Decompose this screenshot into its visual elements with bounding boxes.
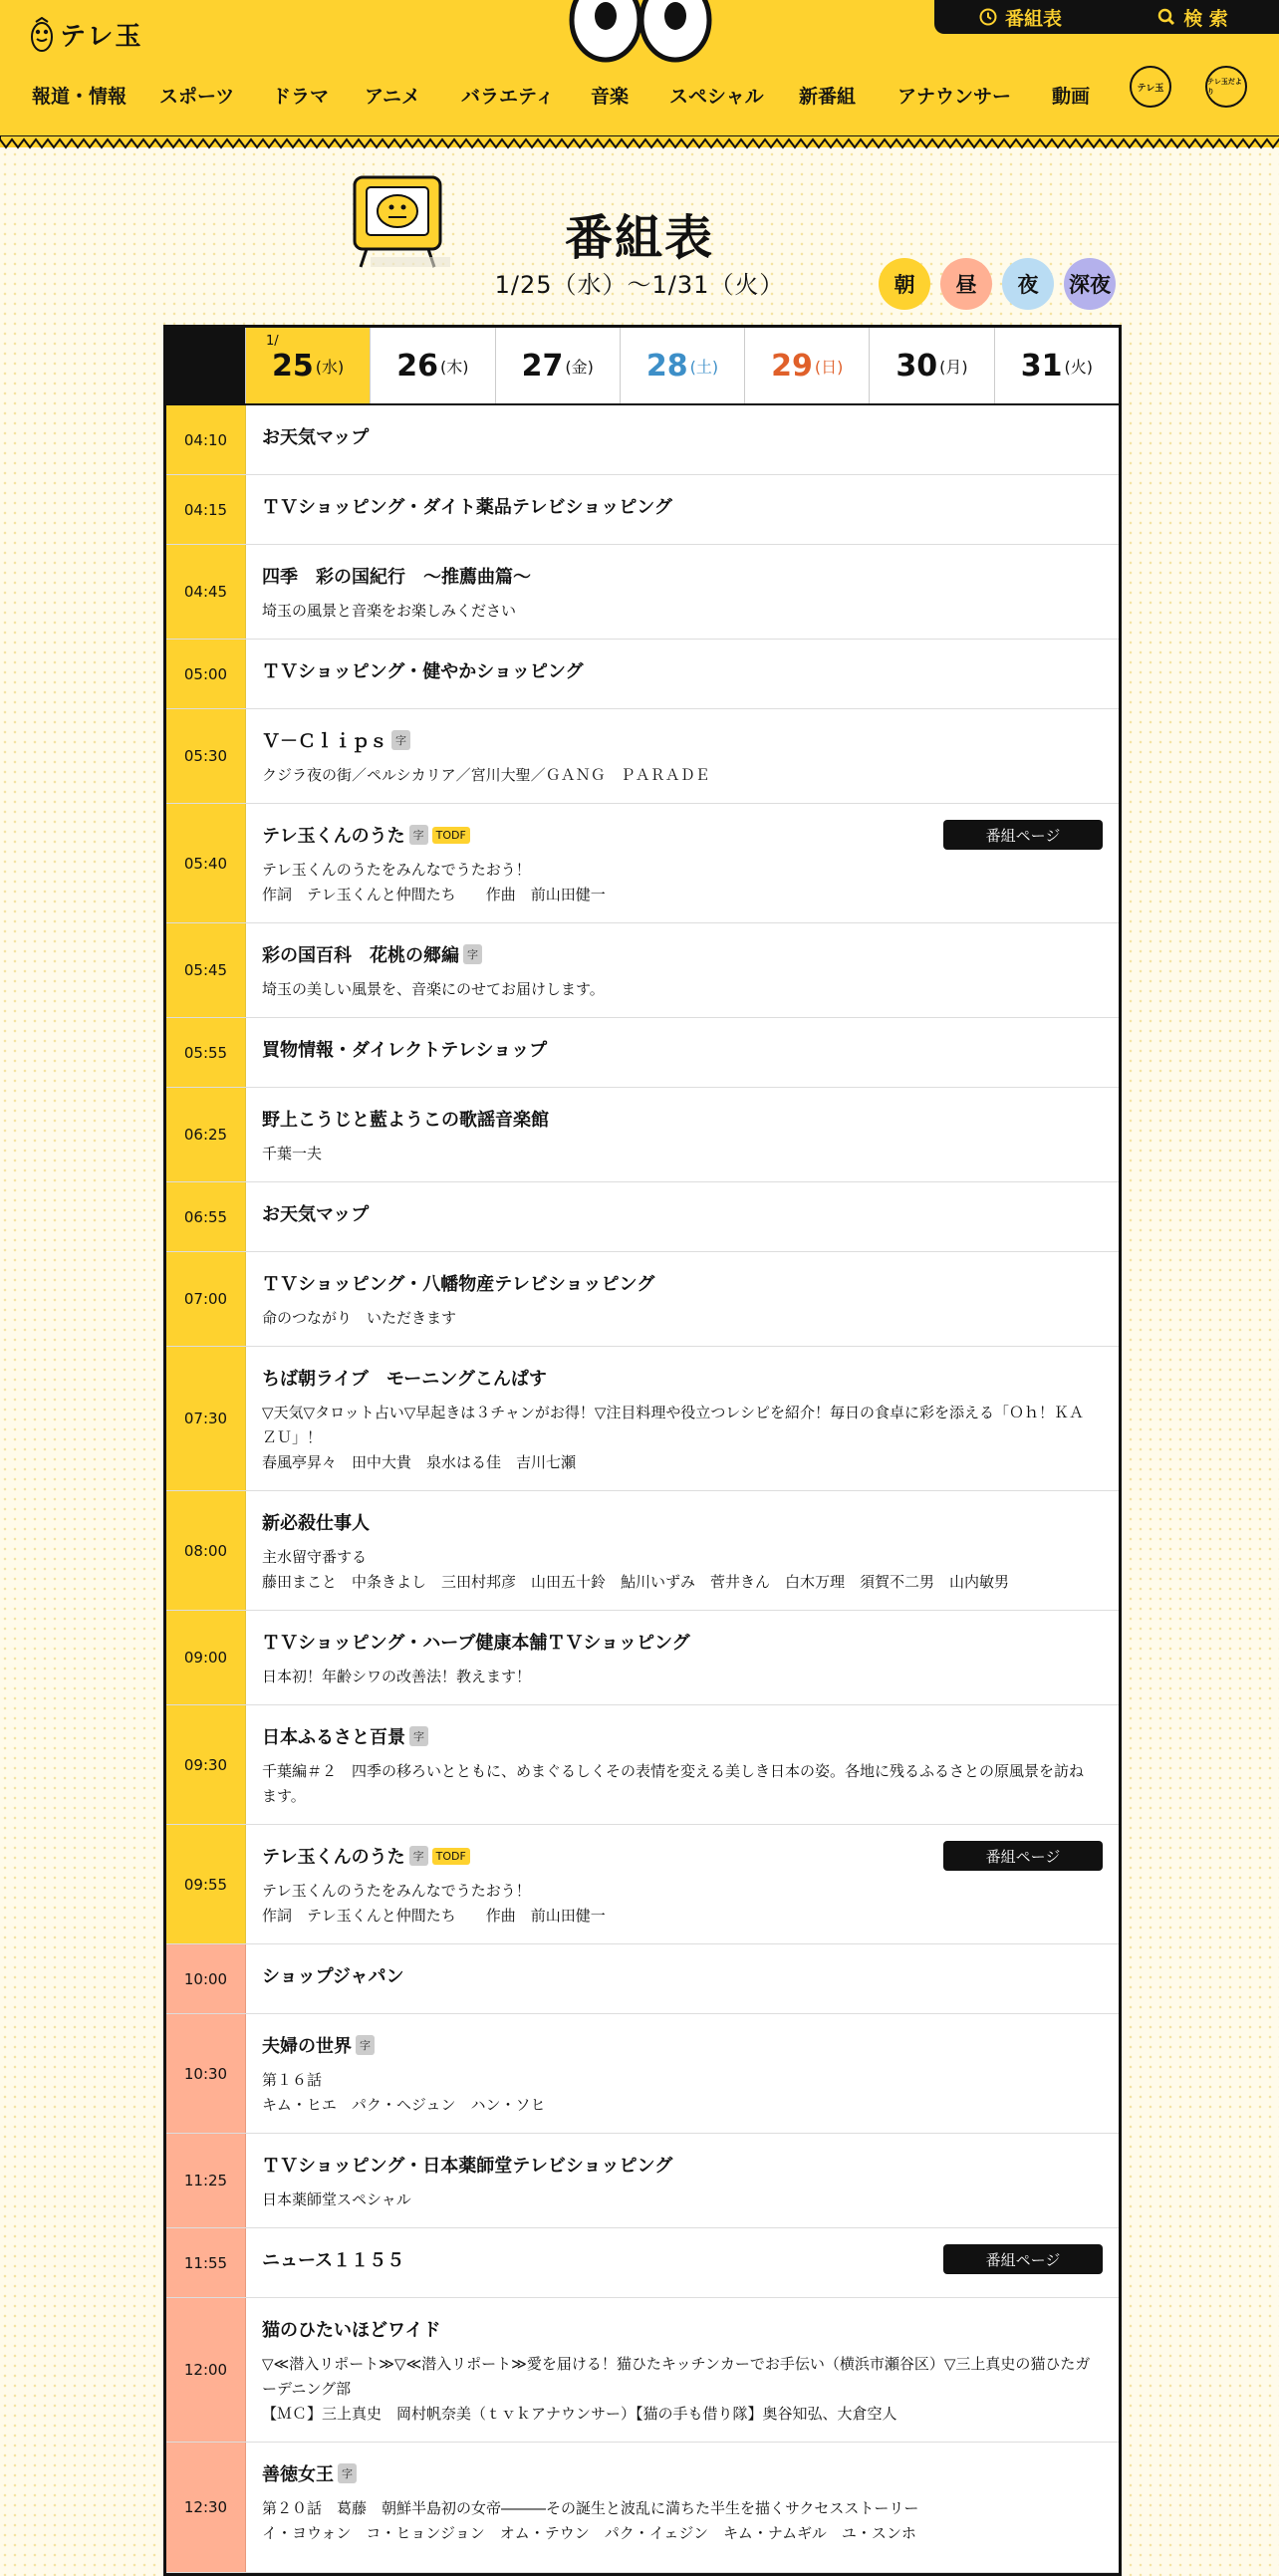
program-time: 09:30 bbox=[166, 1705, 246, 1824]
program-time: 11:25 bbox=[166, 2134, 246, 2227]
description-line: 藤田まこと 中条きよし 三田村邦彦 山田五十鈴 鮎川いずみ 菅井きん 白木万理 須賀不二男 山内敏男 bbox=[262, 1573, 1010, 1591]
site-header bbox=[0, 0, 1279, 147]
program-title-text: ちば朝ライブ モーニングこんぱす bbox=[262, 1369, 547, 1390]
main-nav bbox=[0, 76, 1279, 116]
program-time: 05:45 bbox=[166, 923, 246, 1017]
program-time: 04:10 bbox=[166, 405, 246, 474]
search-link[interactable] bbox=[1107, 4, 1279, 31]
description-line: 主水留守番する bbox=[262, 1548, 368, 1566]
program-time: 05:55 bbox=[166, 1018, 246, 1087]
description-line: 第１６話 bbox=[262, 2071, 323, 2089]
program-row bbox=[166, 2228, 1119, 2298]
program-description: 命のつながり いただきます bbox=[262, 1309, 457, 1327]
program-title[interactable] bbox=[262, 2152, 1101, 2178]
program-page-button[interactable]: 番組ページ bbox=[943, 820, 1103, 850]
program-row bbox=[166, 1088, 1119, 1182]
logo-text: テレ玉 bbox=[60, 22, 143, 52]
program-time: 06:55 bbox=[166, 1182, 246, 1251]
program-title[interactable] bbox=[262, 727, 1101, 753]
nav-new-programs[interactable]: 新番組 bbox=[799, 86, 857, 108]
program-page-button[interactable]: 番組ページ bbox=[943, 2244, 1103, 2274]
program-row bbox=[166, 1018, 1119, 1088]
schedule-link-label: 番組表 bbox=[1004, 7, 1062, 30]
program-title-text: 善徳女王 bbox=[262, 2464, 334, 2485]
program-time: 04:15 bbox=[166, 475, 246, 544]
day-weekday: (日) bbox=[814, 357, 844, 377]
program-row bbox=[166, 1944, 1119, 2014]
day-tab-30[interactable] bbox=[869, 328, 993, 403]
program-title-text: 猫のひたいほどワイド bbox=[262, 2320, 441, 2341]
day-weekday: (月) bbox=[939, 357, 968, 377]
description-line: 春風亭昇々 田中大貴 泉水はる佳 吉川七瀬 bbox=[262, 1453, 577, 1471]
program-description: 千葉一夫 bbox=[262, 1145, 323, 1162]
program-title-text: ＴＶショッピング・日本薬師堂テレビショッピング bbox=[262, 2156, 673, 2177]
period-noon-button[interactable]: 昼 bbox=[940, 258, 992, 310]
program-row bbox=[166, 640, 1119, 709]
period-morning-button[interactable]: 朝 bbox=[879, 258, 930, 310]
program-title[interactable] bbox=[262, 1629, 1101, 1655]
description-line: ▽≪潜入リポート≫▽≪潜入リポート≫愛を届ける！猫ひたキッチンカーでお手伝い（横浜市瀬谷区）▽三上真史の猫ひたガーデニング部 bbox=[262, 2355, 1091, 2398]
nav-sports[interactable]: スポーツ bbox=[159, 86, 235, 108]
day-number: 31 bbox=[1020, 348, 1063, 384]
site-logo[interactable] bbox=[30, 16, 142, 53]
program-description bbox=[262, 2496, 1101, 2546]
search-icon bbox=[1157, 8, 1175, 26]
program-time: 12:00 bbox=[166, 2298, 246, 2442]
program-row bbox=[166, 1705, 1119, 1825]
program-row bbox=[166, 804, 1119, 923]
program-title-text: お天気マップ bbox=[262, 427, 370, 448]
nav-announcers[interactable]: アナウンサー bbox=[897, 86, 1012, 108]
day-number: 26 bbox=[396, 348, 439, 384]
program-title-text: ＴＶショッピング・健やかショッピング bbox=[262, 661, 584, 682]
program-time: 06:25 bbox=[166, 1088, 246, 1181]
day-number: 27 bbox=[521, 348, 564, 384]
program-time: 05:30 bbox=[166, 709, 246, 803]
day-tab-31[interactable] bbox=[994, 328, 1119, 403]
program-description bbox=[262, 2068, 1101, 2118]
program-row bbox=[166, 1182, 1119, 1252]
day-weekday: (木) bbox=[440, 357, 469, 377]
program-time: 04:45 bbox=[166, 545, 246, 639]
day-weekday: (土) bbox=[689, 357, 719, 377]
program-row bbox=[166, 923, 1119, 1018]
program-title[interactable] bbox=[262, 1200, 1101, 1226]
program-time: 07:00 bbox=[166, 1252, 246, 1346]
nav-drama[interactable]: ドラマ bbox=[272, 86, 330, 108]
top-actions-bar bbox=[934, 0, 1279, 34]
tetama-badge[interactable] bbox=[1130, 66, 1171, 108]
program-description: 日本薬師堂スペシャル bbox=[262, 2190, 411, 2208]
program-title[interactable] bbox=[262, 1365, 1101, 1391]
program-row bbox=[166, 1491, 1119, 1611]
subtitle-badge: 字 bbox=[409, 1846, 428, 1866]
subtitle-badge: 字 bbox=[391, 730, 410, 750]
program-title[interactable] bbox=[262, 2460, 1101, 2486]
day-number: 30 bbox=[895, 348, 938, 384]
day-tab-26[interactable] bbox=[370, 328, 494, 403]
nav-special[interactable]: スペシャル bbox=[669, 86, 764, 108]
description-line: イ・ヨウォン コ・ヒョンジョン オム・テウン パク・イェジン キム・ナムギル ユ・スンホ bbox=[262, 2524, 916, 2542]
schedule-link[interactable] bbox=[934, 4, 1107, 31]
day-tab-28[interactable] bbox=[620, 328, 744, 403]
period-latenight-button[interactable]: 深夜 bbox=[1064, 258, 1116, 310]
program-description bbox=[262, 1879, 1101, 1929]
program-time: 09:00 bbox=[166, 1611, 246, 1704]
description-line: 作詞 テレ玉くんと仲間たち 作曲 前山田健一 bbox=[262, 886, 606, 903]
program-title-text: 買物情報・ダイレクトテレショップ bbox=[262, 1040, 548, 1061]
mascot-eyes-icon bbox=[566, 0, 715, 66]
clock-icon bbox=[979, 8, 997, 26]
program-description bbox=[262, 1401, 1101, 1475]
program-title-text: ＴＶショッピング・ハーブ健康本舗ＴＶショッピング bbox=[262, 1633, 690, 1654]
program-row bbox=[166, 545, 1119, 640]
subtitle-badge: 字 bbox=[409, 825, 428, 845]
description-line: 作詞 テレ玉くんと仲間たち 作曲 前山田健一 bbox=[262, 1907, 606, 1925]
program-time: 09:55 bbox=[166, 1825, 246, 1943]
program-row bbox=[166, 475, 1119, 545]
description-line: ▽天気▽タロット占い▽早起きは３チャンがお得！▽注目料理や役立つレシピを紹介！毎日の食卓に彩を添える「Ｏｈ！ＫＡＺＵ」！ bbox=[262, 1404, 1085, 1446]
program-title-text: テレ玉くんのうた bbox=[262, 1847, 405, 1868]
program-title[interactable] bbox=[262, 1962, 1101, 1988]
program-title[interactable] bbox=[262, 1036, 1101, 1062]
nav-anime[interactable]: アニメ bbox=[365, 86, 421, 108]
description-line: 第２０話 葛藤 朝鮮半島初の女帝―――その誕生と波乱に満ちた半生を描くサクセスストーリー bbox=[262, 2499, 919, 2517]
date-range: 1/25（水）〜1/31（火） bbox=[494, 271, 785, 299]
program-time: 10:00 bbox=[166, 1944, 246, 2013]
program-time: 05:00 bbox=[166, 640, 246, 708]
program-title-text: ニュース１１５５ bbox=[262, 2250, 405, 2271]
day-month: 1/ bbox=[266, 334, 279, 349]
program-title-text: 四季 彩の国紀行 ～推薦曲篇～ bbox=[262, 567, 531, 588]
day-tabs bbox=[166, 328, 1119, 405]
todf-badge: TODF bbox=[432, 827, 470, 844]
program-row bbox=[166, 1825, 1119, 1944]
program-title[interactable] bbox=[262, 2316, 1101, 2342]
nav-variety[interactable]: バラエティ bbox=[461, 86, 555, 108]
description-line: テレ玉くんのうたをみんなでうたおう！ bbox=[262, 861, 531, 879]
program-row bbox=[166, 709, 1119, 804]
program-time: 11:55 bbox=[166, 2228, 246, 2297]
program-row bbox=[166, 1347, 1119, 1491]
nav-news[interactable]: 報道・情報 bbox=[32, 86, 128, 108]
program-description: 埼玉の風景と音楽をお楽しみください bbox=[262, 602, 517, 620]
program-row bbox=[166, 2134, 1119, 2228]
program-title-text: テレ玉くんのうた bbox=[262, 826, 405, 847]
program-description: 日本初！年齢シワの改善法！教えます！ bbox=[262, 1668, 532, 1685]
day-number: 25 bbox=[272, 348, 314, 384]
program-title[interactable] bbox=[262, 493, 1101, 519]
program-title[interactable] bbox=[262, 1509, 1101, 1535]
schedule-table bbox=[163, 325, 1122, 2576]
tetama-badge-label: テレ玉 bbox=[1137, 83, 1164, 94]
day-weekday: (水) bbox=[315, 357, 345, 377]
nav-music[interactable]: 音楽 bbox=[591, 86, 630, 108]
program-title[interactable] bbox=[262, 1723, 1101, 1749]
program-description bbox=[262, 1545, 1101, 1595]
program-title-text: 日本ふるさと百景 bbox=[262, 1727, 405, 1748]
program-page-button[interactable]: 番組ページ bbox=[943, 1841, 1103, 1871]
program-title-text: 彩の国百科 花桃の郷編 bbox=[262, 945, 459, 966]
period-buttons bbox=[879, 258, 1116, 310]
tetama-mascot-icon bbox=[30, 17, 54, 53]
description-line: キム・ヒエ パク・ヘジュン ハン・ソヒ bbox=[262, 2096, 546, 2114]
program-title[interactable] bbox=[262, 1270, 1101, 1296]
program-title[interactable] bbox=[262, 423, 1101, 449]
program-title-text: 夫婦の世界 bbox=[262, 2036, 352, 2057]
program-title[interactable] bbox=[262, 941, 1101, 967]
subtitle-badge: 字 bbox=[409, 1726, 428, 1746]
subtitle-badge: 字 bbox=[338, 2463, 357, 2483]
nav-videos[interactable]: 動画 bbox=[1052, 86, 1091, 108]
program-title-text: ＴＶショッピング・八幡物産テレビショッピング bbox=[262, 1274, 655, 1295]
program-description bbox=[262, 2352, 1101, 2427]
program-description: 埼玉の美しい風景を、音楽にのせてお届けします。 bbox=[262, 980, 605, 998]
day-weekday: (火) bbox=[1064, 357, 1093, 377]
program-row bbox=[166, 1611, 1119, 1705]
description-line: テレ玉くんのうたをみんなでうたおう！ bbox=[262, 1882, 531, 1900]
day-tab-29[interactable] bbox=[744, 328, 869, 403]
program-time: 12:30 bbox=[166, 2443, 246, 2572]
program-row bbox=[166, 2443, 1119, 2573]
program-title-text: お天気マップ bbox=[262, 1204, 370, 1225]
tetama-dayori-badge-label: テレ玉だより bbox=[1207, 78, 1242, 96]
day-tab-25[interactable] bbox=[245, 328, 370, 403]
program-title[interactable] bbox=[262, 657, 1101, 683]
program-row bbox=[166, 1252, 1119, 1347]
period-night-button[interactable]: 夜 bbox=[1002, 258, 1054, 310]
day-weekday: (金) bbox=[565, 357, 594, 377]
corner-cell bbox=[166, 328, 245, 403]
header-zigzag-edge bbox=[0, 135, 1279, 151]
program-row bbox=[166, 405, 1119, 475]
todf-badge: TODF bbox=[432, 1848, 470, 1865]
subtitle-badge: 字 bbox=[463, 944, 482, 964]
subtitle-badge: 字 bbox=[356, 2035, 375, 2055]
program-title-text: ＴＶショッピング・ダイト薬品テレビショッピング bbox=[262, 497, 672, 518]
tetama-dayori-badge[interactable] bbox=[1205, 66, 1247, 108]
program-title[interactable] bbox=[262, 2032, 1101, 2058]
program-title-text: 野上こうじと藍ようこの歌謡音楽館 bbox=[262, 1110, 549, 1131]
program-time: 08:00 bbox=[166, 1491, 246, 1610]
day-tab-27[interactable] bbox=[495, 328, 620, 403]
program-title-text: ショップジャパン bbox=[262, 1966, 404, 1987]
program-description: 千葉編＃２ 四季の移ろいとともに、めまぐるしくその表情を変える美しき日本の姿。各地に残るふるさとの原風景を訪ねます。 bbox=[262, 1762, 1085, 1805]
program-row bbox=[166, 2298, 1119, 2443]
program-description bbox=[262, 858, 1101, 907]
program-row bbox=[166, 2014, 1119, 2134]
program-time: 10:30 bbox=[166, 2014, 246, 2133]
program-time: 05:40 bbox=[166, 804, 246, 922]
program-description: クジラ夜の街／ペルシカリア／宮川大聖／ＧＡＮＧ ＰＡＲＡＤＥ bbox=[262, 766, 710, 784]
day-number: 29 bbox=[771, 348, 813, 384]
program-title-text: 新必殺仕事人 bbox=[262, 1513, 370, 1534]
program-title-text: Ｖ－Ｃｌｉｐｓ bbox=[262, 731, 387, 752]
program-title[interactable] bbox=[262, 1106, 1101, 1132]
program-title[interactable] bbox=[262, 563, 1101, 589]
page-title: 番組表 bbox=[564, 210, 714, 266]
description-line: 【ＭＣ】三上真史 岡村帆奈美（ｔｖｋアナウンサー）【猫の手も借り隊】奥谷知弘、大倉空人 bbox=[262, 2405, 897, 2423]
day-number: 28 bbox=[645, 348, 688, 384]
program-time: 07:30 bbox=[166, 1347, 246, 1490]
search-link-label: 検 索 bbox=[1183, 7, 1228, 30]
